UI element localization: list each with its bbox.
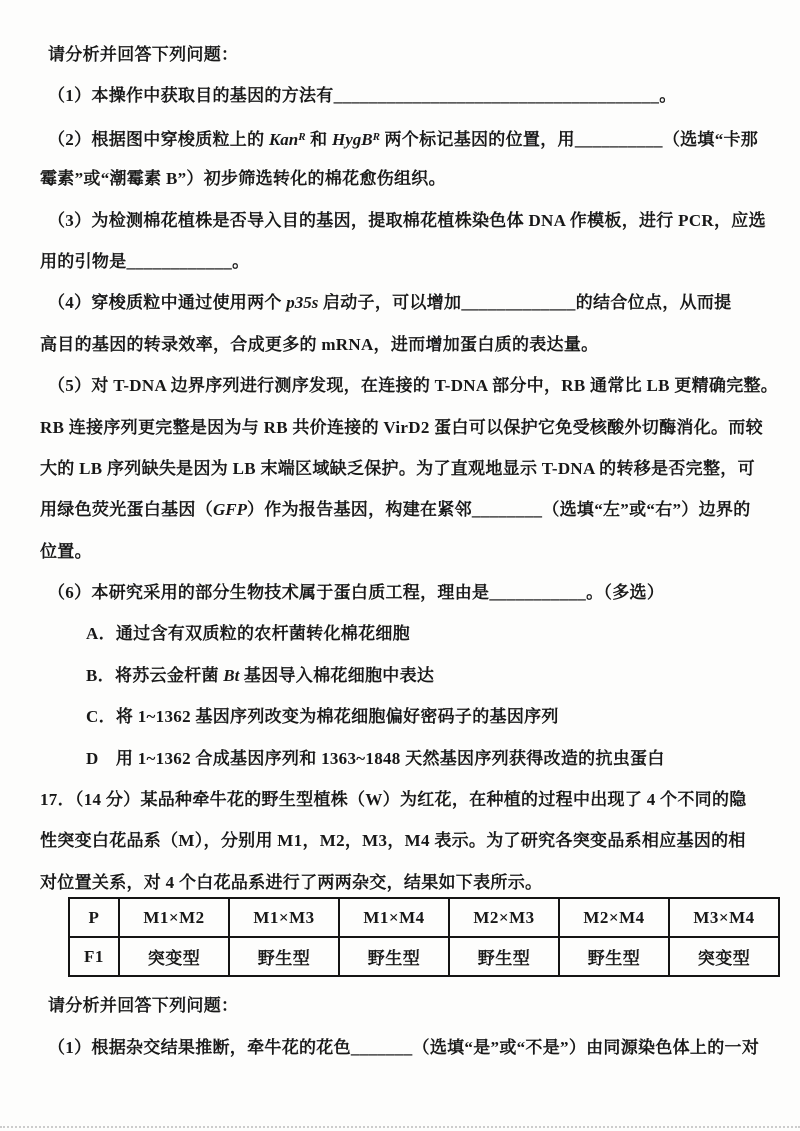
q16-sub5-line3 <box>40 448 800 489</box>
text-segment: （2）根据图中穿梭质粒上的 <box>48 129 269 149</box>
table-cell-r1c1: 突变型 <box>119 937 229 976</box>
text-segment: 高目的基因的转录效率，合成更多的 mRNA，进而增加蛋白质的表达量。 <box>40 334 599 354</box>
text-segment: （3）为检测棉花植株是否导入目的基因，提取棉花植株染色体 DNA 作模板，进行 PCR，应选 <box>48 210 766 230</box>
text-segment: （选填“卡那 <box>662 129 759 149</box>
table-cell-r1c5: 野生型 <box>559 937 669 976</box>
q16-sub3-line2 <box>40 241 800 282</box>
text-segment: 。（多选） <box>586 583 665 603</box>
text-segment: A．通过含有双质粒的农杆菌转化棉花细胞 <box>86 624 410 644</box>
text-segment: （5）对 T-DNA 边界序列进行测序发现，在连接的 T-DNA 部分中，RB 通常比 LB 更精确完整。 <box>48 376 779 396</box>
q16-sub5-line1 <box>48 365 800 406</box>
q16-sub6 <box>48 572 800 613</box>
table-cell-r1c6: 突变型 <box>669 937 779 976</box>
q16-sub5-line2 <box>40 407 800 448</box>
text-segment: 的结合位点，从而提 <box>575 293 732 313</box>
text-segment: 位置。 <box>40 541 92 561</box>
text-segment: RB 连接序列更完整是因为与 RB 共价连接的 VirD2 蛋白可以保护它免受核酸外切酶消化。而较 <box>40 417 763 437</box>
table-row <box>69 898 779 937</box>
text-segment: __________ <box>574 129 663 149</box>
table-cell-r0c3: M1×M4 <box>339 898 449 937</box>
question-17-block <box>0 985 800 1068</box>
text-segment: 基因导入棉花细胞中表达 <box>239 665 435 685</box>
q16-option-d <box>86 738 800 779</box>
row-label-cell: F1 <box>69 937 119 976</box>
italic-gene-name: Kan <box>268 129 299 149</box>
text-segment: ___________ <box>489 583 587 603</box>
question-16-block <box>0 34 800 903</box>
text-segment: D 用 1~1362 合成基因序列和 1363~1848 天然基因序列获得改造的抗虫蛋白 <box>86 748 665 768</box>
q17-stem-line1 <box>40 779 800 820</box>
text-segment: 用绿色荧光蛋白基因（ <box>40 500 213 520</box>
text-segment: 两个标记基因的位置，用 <box>379 129 575 149</box>
text-segment: （1）根据杂交结果推断，牵牛花的花色 <box>48 1037 351 1057</box>
text-segment: （1）本操作中获取目的基因的方法有 <box>48 86 334 106</box>
table-cell-r0c1: M1×M2 <box>119 898 229 937</box>
text-segment: （6）本研究采用的部分生物技术属于蛋白质工程，理由是 <box>48 583 490 603</box>
q17-prompt <box>48 985 800 1026</box>
text-segment: 。 <box>232 251 250 271</box>
text-segment: _____________________________________ <box>333 86 660 106</box>
q17-sub1-line1 <box>48 1027 800 1068</box>
text-segment: （选填“是”或“不是”）由同源染色体上的一对 <box>412 1037 760 1057</box>
text-segment: B．将苏云金杆菌 <box>86 665 224 685</box>
q16-sub2-line1 <box>48 117 800 158</box>
text-segment: 启动子，可以增加 <box>318 293 462 313</box>
text-segment: 请分析并回答下列问题： <box>48 996 239 1016</box>
q16-sub4-line1 <box>48 282 800 323</box>
q16-prompt <box>48 34 800 75</box>
text-segment: ）作为报告基因，构建在紧邻 <box>247 500 472 520</box>
text-segment: （4）穿梭质粒中通过使用两个 <box>48 293 287 313</box>
text-segment: 性突变白花品系（M），分别用 M1，M2，M3，M4 表示。为了研究各突变品系相应基因的相 <box>40 831 746 851</box>
text-segment: 对位置关系，对 4 个白花品系进行了两两杂交，结果如下表所示。 <box>40 872 543 892</box>
text-segment: ________ <box>471 500 543 520</box>
q16-sub4-line2 <box>40 324 800 365</box>
table-cell-r1c3: 野生型 <box>339 937 449 976</box>
italic-gene-name: p35s <box>286 293 319 313</box>
cross-results-table <box>68 897 780 977</box>
italic-gene-name: Bt <box>223 665 240 685</box>
text-segment: C．将 1~1362 基因序列改变为棉花细胞偏好密码子的基因序列 <box>86 707 559 727</box>
text-segment: _______ <box>350 1037 413 1057</box>
table-cell-r0c2: M1×M3 <box>229 898 339 937</box>
text-segment: 17．（14 分）某品种牵牛花的野生型植株（W）为红花，在种植的过程中出现了 4 个不同的隐 <box>40 790 747 810</box>
q16-sub3-line1 <box>48 200 800 241</box>
table-cell-r1c2: 野生型 <box>229 937 339 976</box>
text-segment: 。 <box>659 86 677 106</box>
text-segment: （选填“左”或“右”）边界的 <box>542 500 751 520</box>
q16-sub1 <box>48 75 800 116</box>
q16-option-b <box>86 655 800 696</box>
text-segment: 请分析并回答下列问题： <box>48 45 239 64</box>
q17-stem-line2 <box>40 820 800 861</box>
table-cell-r0c6: M3×M4 <box>669 898 779 937</box>
q16-option-a <box>86 613 800 654</box>
q16-option-c <box>86 696 800 737</box>
text-segment: 和 <box>305 129 332 149</box>
text-segment: _____________ <box>461 293 576 313</box>
q16-sub2-line2 <box>40 158 800 199</box>
superscript-text: R <box>298 130 306 143</box>
text-segment: 霉素”或“潮霉素 B”）初步筛选转化的棉花愈伤组织。 <box>40 169 446 189</box>
italic-gene-name: GFP <box>213 500 247 520</box>
table-cell-r1c4: 野生型 <box>449 937 559 976</box>
italic-gene-name: HygB <box>332 129 373 149</box>
text-segment: 用的引物是 <box>40 251 127 271</box>
text-segment: ____________ <box>126 251 233 271</box>
table-cell-r0c5: M2×M4 <box>559 898 669 937</box>
table-cell-r0c4: M2×M3 <box>449 898 559 937</box>
q16-sub5-line4 <box>40 489 800 530</box>
q16-sub5-line5 <box>40 531 800 572</box>
row-label-cell: P <box>69 898 119 937</box>
superscript-text: R <box>372 130 380 143</box>
text-segment: 大的 LB 序列缺失是因为 LB 末端区域缺乏保护。为了直观地显示 T-DNA 的转移是否完整，可 <box>40 458 755 478</box>
table-row <box>69 937 779 976</box>
page-bottom-scan-edge <box>0 1126 800 1128</box>
